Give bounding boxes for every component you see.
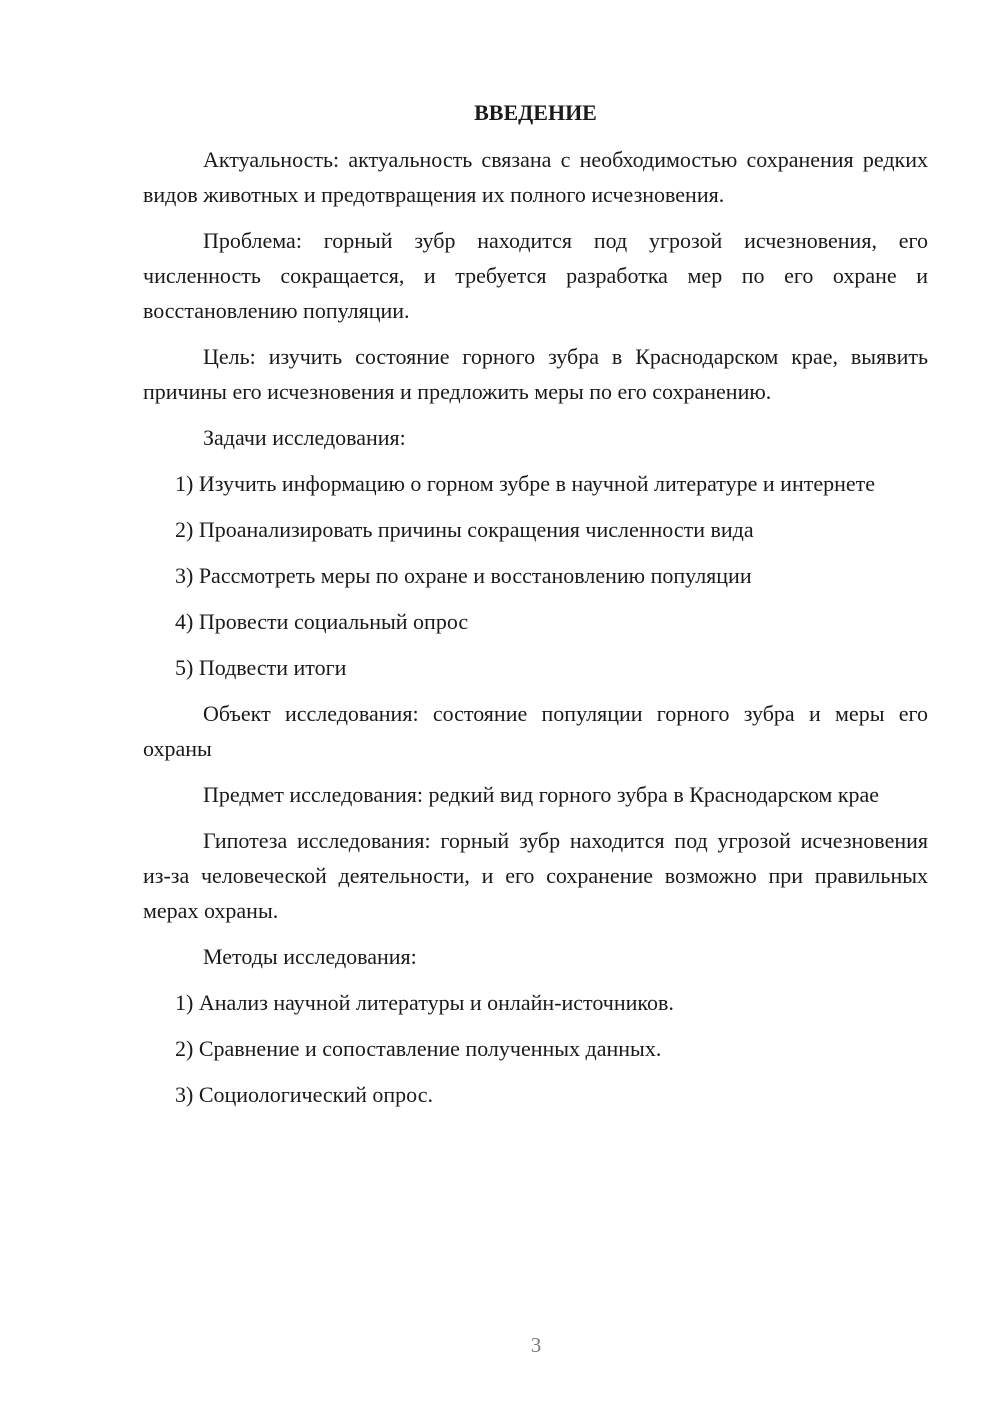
task-item-3: 3) Рассмотреть меры по охране и восстановлению популяции	[175, 563, 752, 588]
task-item-2: 2) Проанализировать причины сокращения численности вида	[175, 517, 754, 542]
method-item-2: 2) Сравнение и сопоставление полученных данных.	[175, 1036, 662, 1061]
tasks-title: Задачи исследования:	[203, 425, 406, 450]
hypothesis-paragraph: Гипотеза исследования: горный зубр находится под угрозой исчезновения из-за человеческой деятельности, и его сохранение возможно при правильных мерах охраны.	[143, 828, 928, 923]
methods-title: Методы исследования:	[203, 944, 417, 969]
page-content	[143, 95, 928, 1123]
method-item-1: 1) Анализ научной литературы и онлайн-источников.	[175, 990, 674, 1015]
problem-paragraph: Проблема: горный зубр находится под угрозой исчезновения, его численность сокращается, и требуется разработка мер по его охране и восстановлению популяции.	[143, 228, 928, 323]
object-paragraph: Объект исследования: состояние популяции горного зубра и меры его охраны	[143, 701, 928, 761]
method-item-3: 3) Социологический опрос.	[175, 1082, 433, 1107]
subject-paragraph: Предмет исследования: редкий вид горного зубра в Краснодарском крае	[203, 782, 880, 807]
task-item-4: 4) Провести социальный опрос	[175, 609, 469, 634]
relevance-paragraph: Актуальность: актуальность связана с необходимостью сохранения редких видов животных и предотвращения их полного исчезновения.	[143, 147, 928, 207]
section-heading: ВВЕДЕНИЕ	[474, 100, 597, 125]
task-item-5: 5) Подвести итоги	[175, 655, 347, 680]
page-number: 3	[530, 1333, 542, 1357]
goal-paragraph: Цель: изучить состояние горного зубра в Краснодарском крае, выявить причины его исчезновения и предложить меры по его сохранению.	[143, 344, 928, 404]
task-item-1: 1) Изучить информацию о горном зубре в научной литературе и интернете	[175, 471, 876, 496]
